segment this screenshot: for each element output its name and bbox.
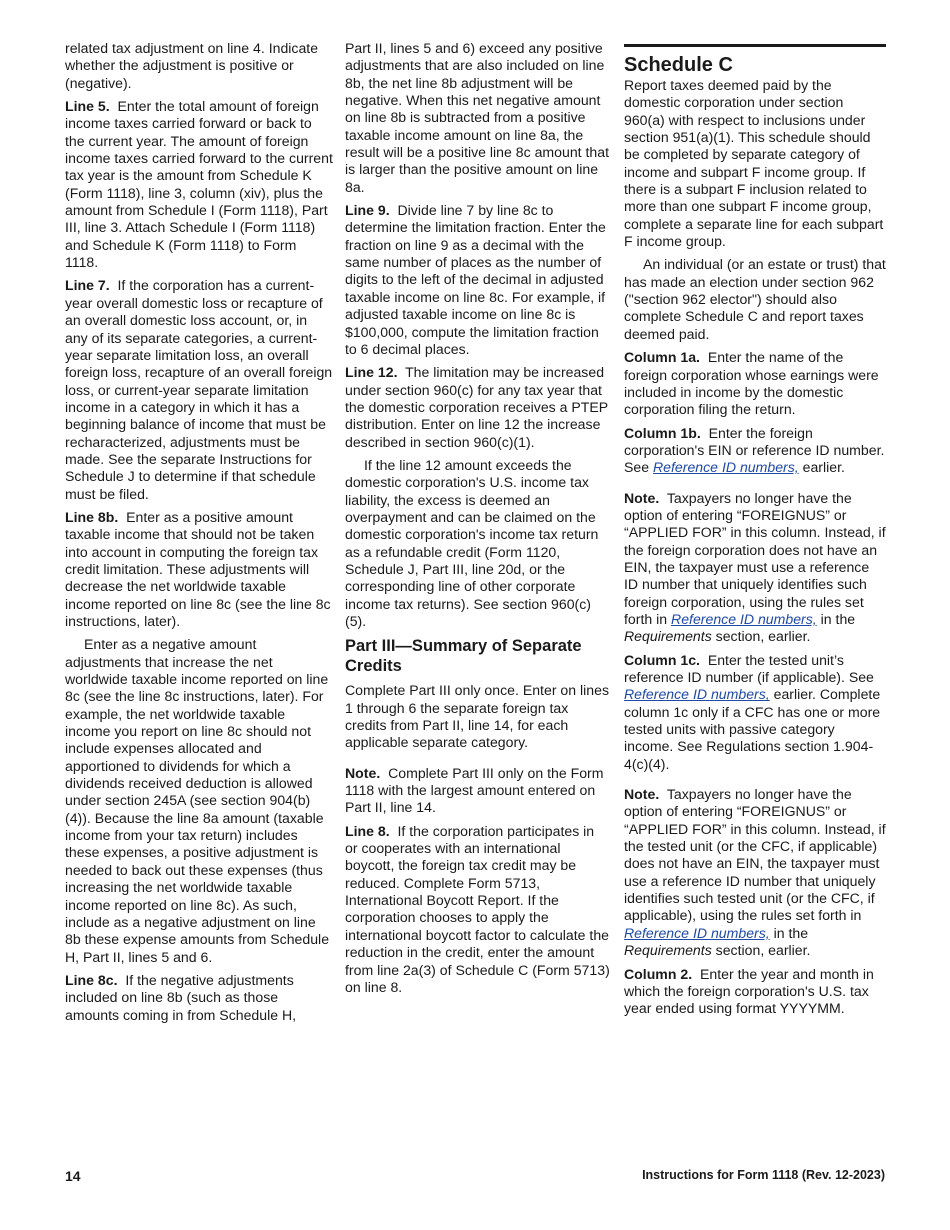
schedule-c-title: Schedule C	[624, 54, 733, 76]
note-paragraph: Note. Complete Part III only on the Form 1118 with the largest amount entered on Part II, line 14.	[345, 764, 604, 816]
paragraph: An individual (or an estate or trust) that has made an election under section 962 ("section 962 elector") should also complete Schedule C and report taxes deemed paid.	[624, 256, 886, 342]
line8c-paragraph: Line 8c. If the negative adjustments included on line 8b (such as those amounts coming in from Schedule H,	[65, 971, 297, 1023]
line9-paragraph: Line 9. Divide line 7 by line 8c to determine the limitation fraction. Enter the fraction on line 9 as a decimal with the same number of places as the number of digits to the left of the decimal in adjusted taxable income on line 8c. For example, if adjusted taxable income on line 8c is $100,000, compute the limitation fraction to 6 decimal places.	[345, 202, 606, 357]
note-paragraph: Note. Taxpayers no longer have the option of entering “FOREIGNUS” or “APPLIED FOR” in this column. Instead, if the tested unit (or the CFC, if applicable) does not have an EIN, the taxpayer must use a reference ID number that uniquely identifies such tested unit (or the CFC, if applicable), using the rules set forth in Reference ID numbers, in the Requirements section, earlier.	[624, 786, 886, 959]
line8c-heading: Line 8c.	[65, 971, 118, 988]
line8b-paragraph: Line 8b. Enter as a positive amount taxable income that should not be taken into account in computing the foreign tax credit limitation. These adjustments will decrease the net worldwide taxable income reported on line 8c (see the line 8c instructions, later).	[65, 508, 331, 629]
column1b-heading: Column 1b.	[624, 424, 701, 441]
column2-heading: Column 2.	[624, 965, 693, 982]
reference-id-link[interactable]: Reference ID numbers,	[653, 459, 799, 476]
line8-heading: Line 8.	[345, 822, 390, 839]
line12-heading: Line 12.	[345, 364, 398, 381]
paragraph: Enter as a negative amount adjustments that increase the net worldwide taxable income reported on line 8c (see the line 8c instructions, later). For example, the net worldwide taxable income you report on line 8c should not include expenses allocated and apportioned to dividends for which a dividends received deduction is allowed under section 245A (see section 904(b)(4)). Because the line 8a amount (taxable income from your tax return) includes these expenses, a positive adjustment is needed to back out these expenses (thus increasing the net worldwide taxable income reported on line 8c). As such, include as a negative adjustment on line 8b these expense amounts from Schedule H, Part II, lines 5 and 6.	[65, 636, 330, 965]
line5-heading: Line 5.	[65, 98, 110, 115]
note-heading: Note.	[624, 786, 660, 803]
page-number: 14	[65, 1168, 81, 1184]
column1c-heading: Column 1c.	[624, 651, 700, 668]
reference-id-link[interactable]: Reference ID numbers,	[624, 924, 770, 941]
column1c-paragraph: Column 1c. Enter the tested unit’s reference ID number (if applicable). See Reference ID numbers, earlier. Complete column 1c only if a CFC has one or more tested units with passive category income. See Regulations section 1.904-4(c)(4).	[624, 651, 881, 772]
section-rule	[624, 44, 886, 47]
note-heading: Note.	[624, 489, 660, 506]
column1a-paragraph: Column 1a. Enter the name of the foreign corporation whose earnings were included in income by the domestic corporation filing the return.	[624, 349, 879, 418]
line5-paragraph: Line 5. Enter the total amount of foreign income taxes carried forward or back to the current year. The amount of foreign income taxes carried forward to the current tax year is the amount from Schedule K (Form 1118), line 3, column (xiv), plus the amount from Schedule I (Form 1118), Part III, line 3. Attach Schedule I (Form 1118) and Schedule K (Form 1118) to Form 1118.	[65, 98, 333, 271]
column-left	[65, 40, 333, 1030]
line8b-heading: Line 8b.	[65, 508, 119, 525]
column-right	[624, 40, 886, 1024]
footer-title: Instructions for Form 1118 (Rev. 12-2023)	[642, 1168, 885, 1182]
note-paragraph: Note. Taxpayers no longer have the option of entering “FOREIGNUS” or “APPLIED FOR” in this column. Instead, if the foreign corporation does not have an EIN, the taxpayer must use a reference ID number that uniquely identifies such foreign corporation, using the rules set forth in Reference ID numbers, in the Requirements section, earlier.	[624, 489, 886, 645]
line12-paragraph: Line 12. The limitation may be increased under section 960(c) for any tax year that the domestic corporation receives a PTEP distribution. Enter on line 12 the increase described in section 960(c)(1).	[345, 364, 608, 450]
column2-paragraph: Column 2. Enter the year and month in which the foreign corporation's U.S. tax year ended using format YYYYMM.	[624, 965, 874, 1017]
line8-paragraph: Line 8. If the corporation participates in or cooperates with an international boycott, the foreign tax credit may be reduced. Complete Form 5713, International Boycott Report. If the corporation chooses to apply the international boycott factor to calculate the reduction in the credit, enter the amount from line 2a(3) of Schedule C (Form 5713) on line 8.	[345, 822, 610, 995]
note-heading: Note.	[345, 764, 381, 781]
column1a-heading: Column 1a.	[624, 349, 700, 366]
reference-id-link[interactable]: Reference ID numbers,	[671, 610, 817, 627]
reference-id-link[interactable]: Reference ID numbers,	[624, 686, 770, 703]
paragraph: related tax adjustment on line 4. Indicate whether the adjustment is positive or (negative).	[65, 40, 319, 91]
line7-paragraph: Line 7. If the corporation has a current-year overall domestic loss or recapture of an overall domestic loss account, or, in any of its separate categories, a current-year separate limitation loss, an overall foreign loss, recapture of an overall foreign loss, or current-year separate limitation income in a category in which it has a beginning balance of income that must be recharacterized, adjustments must be made. See the separate Instructions for Schedule J to determine if that schedule must be filed.	[65, 277, 333, 502]
paragraph: Part II, lines 5 and 6) exceed any positive adjustments that are also included on line 8b, the net line 8b adjustment will be negative. When this net negative amount on line 8b is subtracted from a positive taxable income amount on line 8a, the result will be a positive line 8c amount that is larger than the positive amount on line 8a.	[345, 40, 610, 195]
paragraph: Report taxes deemed paid by the domestic corporation under section 960(a) with respect to inclusions under section 951(a)(1). This schedule should be completed by separate category of income and subpart F income group. If there is a subpart F inclusion related to more than one subpart F income group, complete a separate line for each subpart F income group.	[624, 77, 884, 250]
line9-heading: Line 9.	[345, 202, 390, 219]
part3-heading: Part III—Summary of Separate Credits	[345, 637, 582, 676]
line7-heading: Line 7.	[65, 277, 110, 294]
paragraph: If the line 12 amount exceeds the domestic corporation's U.S. income tax liability, the excess is deemed an overpayment and can be claimed on the domestic corporation's income tax return as a refundable credit (Form 1120, Schedule J, Part III, line 20d, or the corresponding line of other corporate income tax returns). See section 960(c)(5).	[345, 456, 599, 629]
column1b-paragraph: Column 1b. Enter the foreign corporation's EIN or reference ID number. See Reference ID numbers, earlier.	[624, 424, 885, 476]
paragraph: Complete Part III only once. Enter on lines 1 through 6 the separate foreign tax credits from Part II, line 14, for each applicable separate category.	[345, 682, 610, 751]
column-middle	[345, 40, 610, 1002]
